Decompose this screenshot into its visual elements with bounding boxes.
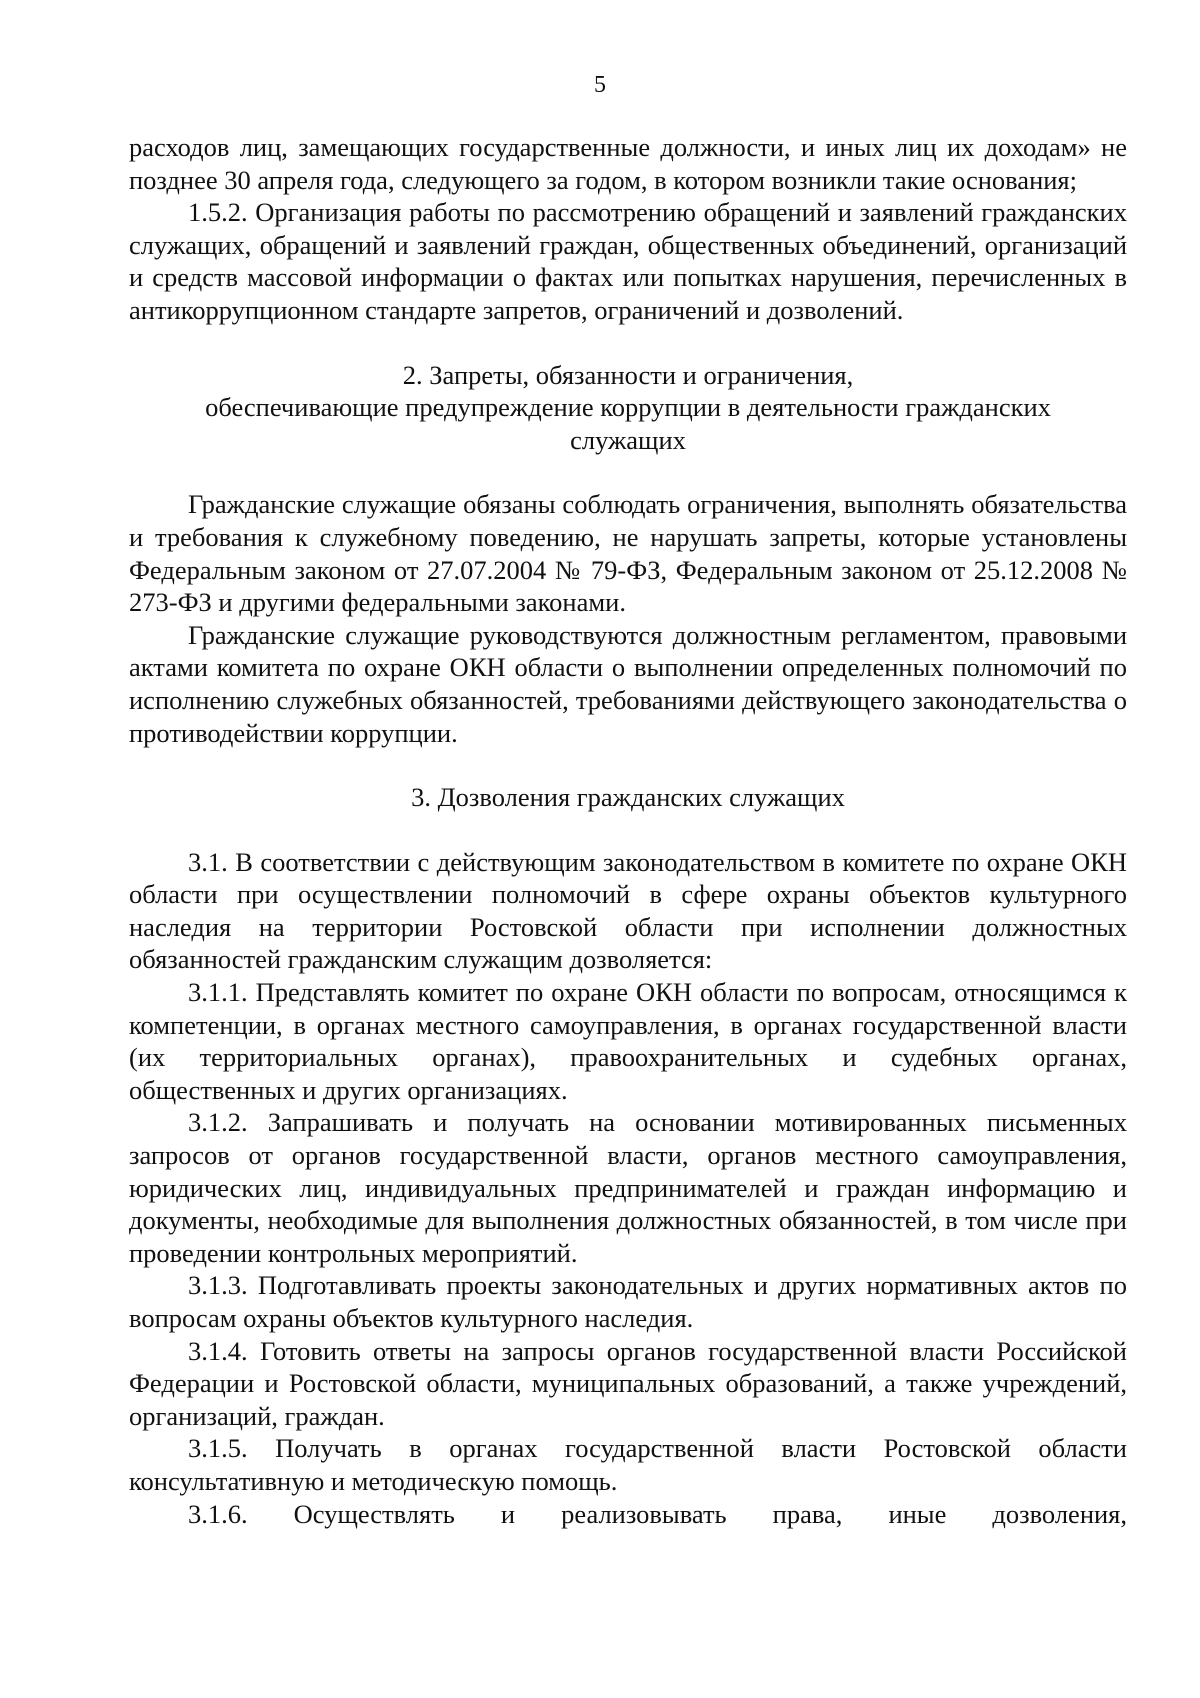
- paragraph: 3.1.3. Подготавливать проекты законодательных и других нормативных актов по вопросам охраны объектов культурного наследия.: [129, 1270, 1127, 1333]
- spacer: [129, 456, 1127, 488]
- paragraph: 3.1.6. Осуществлять и реализовывать права, иные дозволения,: [188, 1498, 1127, 1529]
- section-3-heading: 3. Дозволения гражданских служащих: [411, 782, 845, 813]
- section-2-heading-line2: обеспечивающие предупреждение коррупции в деятельности гражданских служащих: [205, 392, 1051, 455]
- paragraph: 3.1.2. Запрашивать и получать на основании мотивированных письменных запросов от органов государственной власти, органов местного самоуправления, юридических лиц, индивидуальных предпринимателей и граждан информацию и документы, необходимые для выполнения должностных обязанностей, в том числе при проведении контрольных мероприятий.: [129, 1107, 1127, 1268]
- paragraph: расходов лиц, замещающих государственные должности, и иных лиц их доходам» не позднее 30 апреля года, следующего за годом, в котором возникли такие основания;: [129, 132, 1127, 195]
- paragraph: 3.1. В соответствии с действующим законодательством в комитете по охране ОКН области при осуществлении полномочий в сфере охраны объектов культурного наследия на территории Ростовской области при исполнении должностных обязанностей гражданским служащим дозволяется:: [129, 846, 1127, 975]
- paragraph: 3.1.5. Получать в органах государственной власти Ростовской области консультативную и методическую помощь.: [129, 1433, 1127, 1496]
- spacer: [129, 814, 1127, 846]
- spacer: [129, 327, 1127, 359]
- document-body: [129, 131, 1127, 1530]
- page-number: 5: [594, 72, 606, 98]
- section-2-heading-line1: 2. Запреты, обязанности и ограничения,: [402, 359, 854, 390]
- paragraph: 1.5.2. Организация работы по рассмотрению обращений и заявлений гражданских служащих, обращений и заявлений граждан, общественных объединений, организаций и средств массовой информации о фактах или попытках нарушения, перечисленных в антикоррупционном стандарте запретов, ограничений и дозволений.: [129, 197, 1127, 325]
- spacer: [129, 749, 1127, 781]
- paragraph: 3.1.1. Представлять комитет по охране ОКН области по вопросам, относящимся к компетенции, в органах местного самоуправления, в органах государственной власти (их территориальных органах), правоохранительных и судебных органах, общественных и других организациях.: [129, 977, 1127, 1105]
- paragraph: 3.1.4. Готовить ответы на запросы органов государственной власти Российской Федерации и Ростовской области, муниципальных образований, а также учреждений, организаций, граждан.: [129, 1335, 1127, 1431]
- paragraph: Гражданские служащие обязаны соблюдать ограничения, выполнять обязательства и требования к служебному поведению, не нарушать запреты, которые установлены Федеральным законом от 27.07.2004 № 79-ФЗ, Федеральным законом от 25.12.2008 № 273-ФЗ и другими федеральными законами.: [129, 489, 1127, 618]
- section-2-heading: [129, 359, 1127, 457]
- paragraph: Гражданские служащие руководствуются должностным регламентом, правовыми актами комитета по охране ОКН области о выполнении определенных полномочий по исполнению служебных обязанностей, требованиями действующего законодательства о противодействии коррупции.: [129, 619, 1127, 748]
